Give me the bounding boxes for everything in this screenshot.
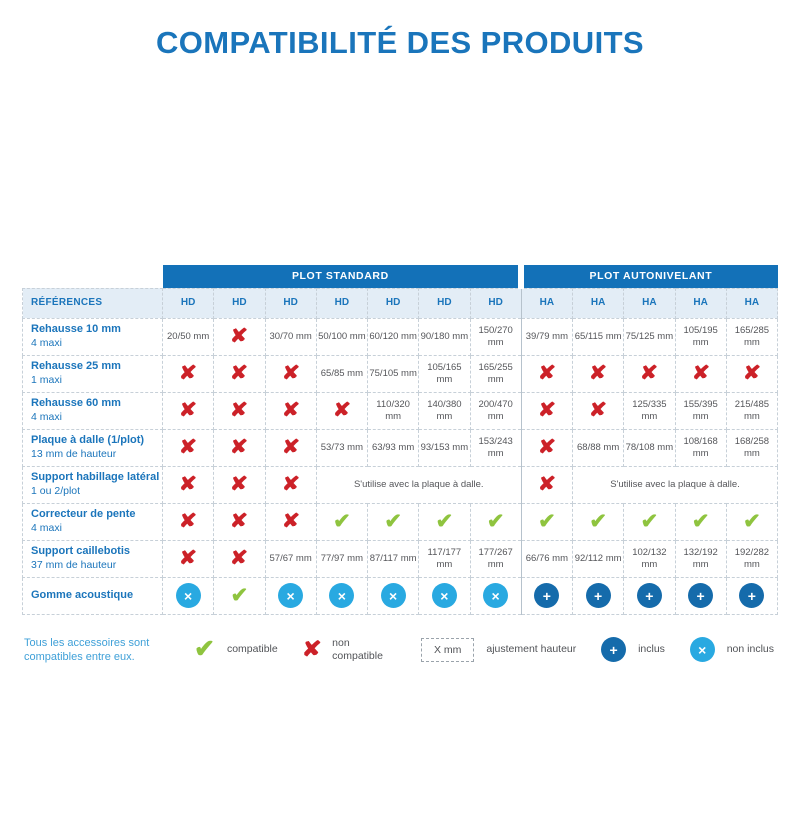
cell-height-value: 200/470 mm [470,392,521,429]
row-label [23,429,163,466]
cell-height-value: 92/112 mm [573,540,624,577]
compatible-check-icon: ✔ [691,510,710,533]
references-header: RÉFÉRENCES [23,288,163,318]
cell-height-value: 140/380 mm [419,392,470,429]
not-included-circle-x-icon: × [690,637,715,662]
not-included-circle-x-icon: × [278,583,303,608]
cell-circle-plus-mark [726,577,777,614]
cell-check-mark [368,503,419,540]
non-compatible-x-icon: ✘ [537,363,557,384]
row-label-title: Correcteur de pente [31,508,136,521]
cell-height-value: 87/117 mm [368,540,419,577]
row-label-title: Gomme acoustique [31,588,134,601]
row-label [23,503,163,540]
cell-height-value: 108/168 mm [675,429,726,466]
page-title: COMPATIBILITÉ DES PRODUITS [155,25,645,60]
cell-x-mark [163,466,214,503]
cell-x-mark [521,392,572,429]
cell-circle-x-mark [368,577,419,614]
legend-label: compatible [226,643,278,656]
cell-circle-x-mark [163,577,214,614]
row-label-title: Rehausse 60 mm [31,397,121,410]
compatible-check-icon: ✔ [435,510,454,533]
cell-x-mark [214,429,265,466]
column-header-ha-29-39 [521,288,572,318]
cell-x-mark [265,503,316,540]
cell-check-mark [675,503,726,540]
row-label-subtitle: 13 mm de hauteur [31,447,117,460]
cell-circle-x-mark [316,577,367,614]
cell-check-mark [214,577,265,614]
x-mm-box: X mm [421,638,474,662]
cell-x-mark [163,540,214,577]
compatible-check-icon: ✔ [538,510,556,533]
included-circle-plus-icon: + [601,637,626,662]
cell-check-mark [573,503,624,540]
row-label [23,540,163,577]
not-included-circle-x-icon: × [329,583,354,608]
table-body [23,318,778,614]
cell-height-value: 75/105 mm [368,355,419,392]
cell-circle-x-mark [470,577,521,614]
cell-height-value: 110/320 mm [368,392,419,429]
cell-x-mark [214,540,265,577]
cell-height-value: 215/485 mm [726,392,777,429]
non-compatible-x-icon: ✘ [230,437,249,458]
column-header-hd-20-30 [265,288,316,318]
cell-height-value: 53/73 mm [316,429,367,466]
included-circle-plus-icon: + [739,583,764,608]
cell-circle-plus-mark [573,577,624,614]
not-included-circle-x-icon: × [381,583,406,608]
cell-height-value: 78/108 mm [624,429,675,466]
table-row [23,318,778,355]
cell-height-value: 20/50 mm [163,318,214,355]
corner-cell [23,265,163,288]
cell-x-mark [163,503,214,540]
legend-item-check [194,637,278,662]
non-compatible-x-icon: ✘ [178,363,198,384]
column-header-hd-50-80 [368,288,419,318]
non-compatible-x-icon: ✘ [178,474,198,495]
cell-height-value: 65/115 mm [573,318,624,355]
legend-item-x [303,637,397,663]
cell-check-mark [521,503,572,540]
compatibility-table-wrap [22,265,778,615]
column-header-line1: HA [693,296,708,308]
table-row [23,392,778,429]
cell-height-value: 75/125 mm [624,318,675,355]
cell-x-mark [521,429,572,466]
cell-height-value: 105/165 mm [419,355,470,392]
cell-check-mark [470,503,521,540]
column-header-hd-140-230 [470,288,521,318]
non-compatible-x-icon: ✘ [640,363,659,384]
legend [176,637,774,663]
cell-x-mark [675,355,726,392]
column-header-line1: HA [590,296,606,308]
cell-circle-x-mark [419,577,470,614]
cell-circle-plus-mark [675,577,726,614]
non-compatible-x-icon: ✘ [332,400,352,421]
row-label-subtitle: 4 maxi [31,410,62,423]
cell-height-value: 132/192 mm [675,540,726,577]
included-circle-plus-icon: + [688,583,713,608]
cell-height-value: 165/285 mm [726,318,777,355]
cell-x-mark [573,392,624,429]
table-row [23,429,778,466]
group-header-plot-standard: PLOT STANDARD [163,265,522,288]
group-header-plot-autonivelant: PLOT AUTONIVELANT [521,265,777,288]
cell-x-mark [521,355,572,392]
non-compatible-x-icon: ✘ [588,400,608,421]
cell-usage-note: S'utilise avec la plaque à dalle. [316,466,521,503]
cell-x-mark [163,429,214,466]
legend-label: non inclus [726,643,774,656]
column-header-line1: HD [437,296,452,308]
compatible-check-icon: ✔ [194,635,215,664]
legend-item-circle-plus [601,637,665,662]
cell-x-mark [521,466,572,503]
row-label [23,466,163,503]
cell-check-mark [419,503,470,540]
cell-x-mark [265,392,316,429]
cell-height-value: 77/97 mm [316,540,367,577]
row-label-title: Support caillebotis [31,545,131,558]
non-compatible-x-icon: ✘ [537,437,557,458]
cell-x-mark [214,355,265,392]
column-header-hd-10 [163,288,214,318]
compatible-check-icon: ✔ [589,510,607,533]
non-compatible-x-icon: ✘ [281,511,300,532]
cell-height-value: 168/258 mm [726,429,777,466]
row-label-subtitle: 37 mm de hauteur [31,558,117,571]
row-label [23,318,163,355]
cell-x-mark [214,392,265,429]
cell-x-mark [214,503,265,540]
non-compatible-x-icon: ✘ [742,363,762,384]
non-compatible-x-icon: ✘ [537,400,557,421]
cell-x-mark [265,429,316,466]
non-compatible-x-icon: ✘ [230,400,249,421]
row-label-title: Rehausse 25 mm [31,360,121,373]
non-compatible-x-icon: ✘ [178,437,198,458]
column-header-line1: HD [385,296,401,308]
included-circle-plus-icon: + [637,583,662,608]
cell-height-value: 155/395 mm [675,392,726,429]
cell-height-value: 165/255 mm [470,355,521,392]
compatibility-table [22,265,778,615]
included-circle-plus-icon: + [534,583,559,608]
compatible-check-icon: ✔ [743,510,761,533]
compatible-check-icon: ✔ [384,510,402,533]
non-compatible-x-icon: ✘ [230,474,249,495]
non-compatible-x-icon: ✘ [281,400,300,421]
compatible-check-icon: ✔ [486,510,505,533]
cell-height-value: 105/195 mm [675,318,726,355]
cell-x-mark [214,318,265,355]
cell-x-mark [316,392,367,429]
table-row [23,503,778,540]
legend-label: non compatible [332,636,383,662]
compatible-check-icon: ✔ [640,510,659,533]
cell-check-mark [624,503,675,540]
column-header-ha-55-75 [573,288,624,318]
column-header-ha-95-155 [675,288,726,318]
cell-x-mark [265,466,316,503]
legend-label: inclus [638,643,665,656]
legend-item-circle-x [690,637,774,662]
non-compatible-x-icon: ✘ [281,474,300,495]
legend-item-xmm-box [421,638,576,662]
non-compatible-x-icon: ✘ [230,326,249,347]
column-header-line1: HD [283,296,298,308]
table-head [23,265,778,318]
cell-height-value: 60/120 mm [368,318,419,355]
cell-circle-plus-mark [624,577,675,614]
cell-circle-plus-mark [521,577,572,614]
compatible-check-icon: ✔ [333,510,351,533]
column-header-line1: HD [488,296,503,308]
included-circle-plus-icon: + [586,583,611,608]
column-header-ha-155-245 [726,288,777,318]
cell-height-value: 90/180 mm [419,318,470,355]
footer [24,636,774,665]
legend-label: ajustement hauteur [486,643,577,656]
cell-height-value: 117/177 mm [419,540,470,577]
cell-height-value: 63/93 mm [368,429,419,466]
row-label-subtitle: 1 ou 2/plot [31,484,81,497]
column-header-line1: HD [334,296,350,308]
non-compatible-x-icon: ✘ [178,400,198,421]
row-label-title: Rehausse 10 mm [31,323,121,336]
column-header-hd-40-60 [316,288,367,318]
accessories-note: Tous les accessoires sont compatibles entre eux. [24,636,150,663]
cell-height-value: 68/88 mm [573,429,624,466]
non-compatible-x-icon: ✘ [230,363,249,384]
cell-x-mark [624,355,675,392]
non-compatible-x-icon: ✘ [178,548,198,569]
row-label-subtitle: 4 maxi [31,336,62,349]
cell-height-value: 102/132 mm [624,540,675,577]
row-label-title: Support habillage latéral [31,471,160,484]
cell-x-mark [265,355,316,392]
cell-height-value: 125/335 mm [624,392,675,429]
not-included-circle-x-icon: × [432,583,457,608]
table-row [23,540,778,577]
row-label [23,392,163,429]
row-label-subtitle: 1 maxi [31,373,62,386]
cell-x-mark [726,355,777,392]
cell-height-value: 30/70 mm [265,318,316,355]
cell-height-value: 93/153 mm [419,429,470,466]
cell-check-mark [316,503,367,540]
non-compatible-x-icon: ✘ [178,511,198,532]
non-compatible-x-icon: ✘ [537,474,557,495]
table-row [23,355,778,392]
table-row [23,466,778,503]
cell-height-value: 177/267 mm [470,540,521,577]
cell-height-value: 39/79 mm [521,318,572,355]
column-header-line1: HA [642,296,657,308]
cell-x-mark [163,355,214,392]
not-included-circle-x-icon: × [176,583,201,608]
non-compatible-x-icon: ✘ [281,363,300,384]
compatible-check-icon: ✔ [230,584,249,607]
cell-circle-x-mark [265,577,316,614]
cell-height-value: 150/270 mm [470,318,521,355]
column-header-hd-80-140 [419,288,470,318]
non-compatible-x-icon: ✘ [281,437,300,458]
column-header-line1: HA [744,296,760,308]
row-label-subtitle: 4 maxi [31,521,62,534]
cell-x-mark [163,392,214,429]
cell-x-mark [214,466,265,503]
cell-height-value: 57/67 mm [265,540,316,577]
non-compatible-x-icon: ✘ [230,548,249,569]
column-header-ha-65-95 [624,288,675,318]
row-label [23,355,163,392]
column-header-line1: HD [232,296,247,308]
non-compatible-x-icon: ✘ [588,363,608,384]
column-header-hd-8-20 [214,288,265,318]
row-label-title: Plaque à dalle (1/plot) [31,434,145,447]
cell-usage-note: S'utilise avec la plaque à dalle. [573,466,778,503]
cell-height-value: 153/243 mm [470,429,521,466]
cell-x-mark [573,355,624,392]
column-header-line1: HA [539,296,555,308]
not-included-circle-x-icon: × [483,583,508,608]
row-label [23,577,163,614]
non-compatible-x-icon: ✘ [691,363,710,384]
cell-height-value: 65/85 mm [316,355,367,392]
non-compatible-x-icon: ✘ [230,511,249,532]
cell-height-value: 50/100 mm [316,318,367,355]
cell-check-mark [726,503,777,540]
cell-height-value: 192/282 mm [726,540,777,577]
table-row [23,577,778,614]
cell-height-value: 66/76 mm [521,540,572,577]
non-compatible-x-icon: ✘ [301,638,322,662]
column-header-line1: HD [180,296,196,308]
